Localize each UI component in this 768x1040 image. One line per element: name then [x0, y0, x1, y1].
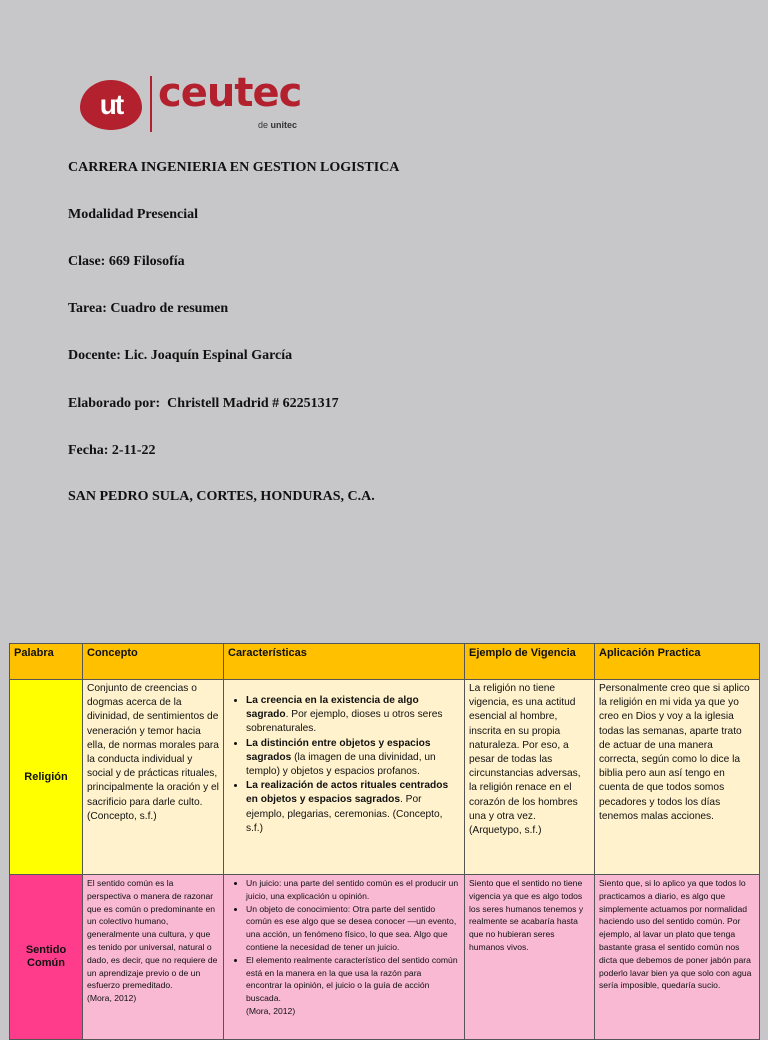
header-word: Palabra [10, 644, 83, 680]
row-word: Sentido Común [10, 875, 83, 1040]
row-example: La religión no tiene vigencia, es una actitud esencial al hombre, inscrita en su propia naturaleza. Por eso, a pesar de todas las circunstancias adversas, la religión renace en el corazón de los hombres una y otra vez. (Arquetypo, s.f.) [465, 680, 595, 875]
row-concept: Conjunto de creencias o dogmas acerca de la divinidad, de sentimientos de veneración y temor hacia ella, de normas morales para la conducta individual y social y de prácticas rituales, principalmente la oración y el sacrificio para darle culto. (Concepto, s.f.) [83, 680, 224, 875]
logo-wordmark: ceutec [158, 70, 302, 116]
ut-badge-icon: ut [80, 80, 142, 130]
header-application: Aplicación Practica [595, 644, 760, 680]
row-application: Siento que, si lo aplico ya que todos lo practicamos a diario, es algo que simplemente actuamos por normalidad haciendo uso del sentido común. Por ejemplo, al lavar un plato que tenga bastante grasa el sentido común nos dicta que debemos de poner jabón para poderlo lavar bien ya que solo con agua sería imposible, quedaría sucio. [595, 875, 760, 1040]
location-line: SAN PEDRO SULA, CORTES, HONDURAS, C.A. [68, 489, 375, 504]
career-line: CARRERA INGENIERIA EN GESTION LOGISTICA [68, 160, 400, 175]
row-word: Religión [10, 680, 83, 875]
header-traits: Características [224, 644, 465, 680]
row-traits: • Un juicio: una parte del sentido común es el producir un juicio, una explicación u opinión. • Un objeto de conocimiento: Otra parte del sentido común es ese algo que se desea conocer —un evento, una acción, un fenómeno físico, lo que sea. Algo que contiene la necesidad de tener un juicio. • El elemento realmente característico del sentido común está en la manera en la que usa la razón para encontrar la opinión, el juicio o la guía de acción buscada. (Mora, 2012) [224, 875, 465, 1040]
logo-subtitle: de unitec [258, 120, 298, 130]
row-concept: El sentido común es la perspectiva o manera de razonar que es común o predominante en un colectivo humano, generalmente una cultura, y que es tenido por universal, natural o dado, es decir, que no requiere de un aprendizaje previo o de un esfuerzo premeditado. (Mora, 2012) [83, 875, 224, 1040]
logo-divider [150, 76, 152, 132]
date-line: Fecha: 2-11-22 [68, 443, 156, 458]
ceutec-logo [80, 70, 320, 136]
modality-line: Modalidad Presencial [68, 207, 199, 222]
row-traits: • La creencia en la existencia de algo sagrado. Por ejemplo, dioses u otros seres sobrenaturales. • La distinción entre objetos y espacios sagrados (la imagen de una divinidad, un templo) y objetos y espacios profanos. • La realización de actos rituales centrados en objetos y espacios sagrados. Por ejemplo, plegarias, ceremonias. (Concepto, s.f.) [224, 680, 465, 875]
table-row [10, 875, 760, 1040]
author-line: Elaborado por: Christell Madrid # 62251317 [68, 396, 339, 411]
header-concept: Concepto [83, 644, 224, 680]
teacher-line: Docente: Lic. Joaquín Espinal García [68, 348, 293, 363]
table-row [10, 680, 760, 875]
summary-table [9, 643, 760, 1040]
class-line: Clase: 669 Filosofía [68, 254, 185, 269]
table-header-row [10, 644, 760, 680]
row-application: Personalmente creo que si aplico la religión en mi vida ya que yo creo en Dios y voy a la iglesia todas las semanas, aparte trato de actuar de una manera correcta, según como lo dice la biblia pero aun así tengo en cuenta de que todos somos pecadores y todos los días tenemos malas acciones. [595, 680, 760, 875]
task-line: Tarea: Cuadro de resumen [68, 301, 229, 316]
header-example: Ejemplo de Vigencia [465, 644, 595, 680]
row-example: Siento que el sentido no tiene vigencia ya que es algo todos los seres humanos tenemos y realmente se acabaría hasta que no hubieran seres humanos vivos. [465, 875, 595, 1040]
